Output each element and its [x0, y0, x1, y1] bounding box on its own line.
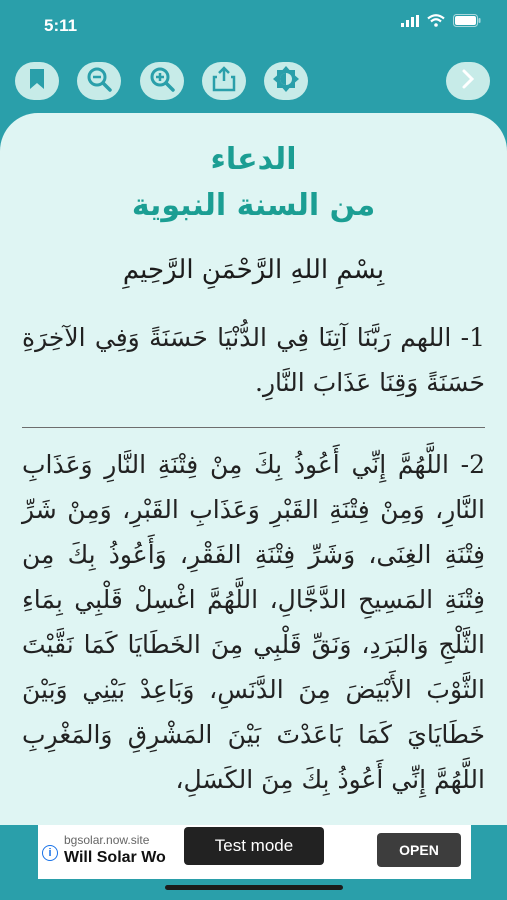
status-bar [0, 0, 507, 50]
bismillah-text: بِسْمِ اللهِ الرَّحْمَنِ الرَّحِيمِ [122, 255, 385, 285]
zoom-in-icon [149, 66, 175, 96]
home-indicator[interactable] [165, 885, 343, 890]
toolbar [0, 62, 507, 102]
signal-icon [401, 14, 419, 32]
test-mode-badge: Test mode [184, 827, 324, 865]
dua-paragraph-1: 1- اللهم رَبَّنَا آتِنَا فِي الدُّنْيَا حَسَنَةً وَفِي الآخِرَةِ حَسَنَةً وَقِنَا عَذَابَ النَّارِ. [22, 323, 485, 397]
theme-button[interactable] [264, 62, 308, 100]
share-icon [212, 66, 236, 96]
zoom-out-button[interactable] [77, 62, 121, 100]
wifi-icon [427, 14, 445, 32]
status-time: 5:11 [44, 16, 78, 35]
theme-icon [272, 65, 300, 97]
bookmark-button[interactable] [15, 62, 59, 100]
status-icons [401, 14, 481, 32]
ad-title: Will Solar Wo [64, 849, 166, 866]
ad-banner[interactable] [38, 825, 471, 879]
dua-paragraph-2: 2- اللَّهُمَّ إِنِّي أَعُوذُ بِكَ مِنْ فِتْنَةِ النَّارِ وَعَذَابِ النَّارِ، وَمِنْ فِتْنَةِ القَبْرِ وَعَذَابِ القَبْرِ، وَمِنْ شَرِّ فِتْنَةِ الغِنَى، وَشَرِّ فِتْنَةِ الفَقْرِ، وَأَعُوذُ بِكَ مِن فِتْنَةِ المَسِيحِ الدَّجَّالِ، اللَّهُمَّ اغْسِلْ قَلْبِي بِمَاءِ الثَّلْجِ وَالبَرَدِ، وَنَقِّ قَلْبِي مِنَ الخَطَايَا كَمَا نَقَّيْتَ الثَّوْبَ الأَبْيَضَ مِنَ الدَّنَسِ، وَبَاعِدْ بَيْنِي وَبَيْنَ خَطَايَايَ كَمَا بَاعَدْتَ بَيْنَ المَشْرِقِ وَالمَغْرِبِ اللَّهُمَّ إِنِّي أَعُوذُ بِكَ مِنَ الكَسَلِ، [22, 450, 485, 794]
divider [22, 427, 485, 428]
ad-site: bgsolar.now.site [64, 833, 150, 847]
bookmark-icon [27, 68, 47, 94]
next-button[interactable] [446, 62, 490, 100]
ad-open-button[interactable]: OPEN [377, 833, 461, 867]
battery-icon [453, 14, 481, 32]
zoom-in-button[interactable] [140, 62, 184, 100]
chevron-right-icon [460, 68, 476, 94]
info-icon[interactable]: i [42, 845, 58, 861]
page-subtitle: من السنة النبوية [131, 188, 376, 223]
share-button[interactable] [202, 62, 246, 100]
page-title: الدعاء [210, 142, 297, 177]
zoom-out-icon [86, 66, 112, 96]
content-card [0, 113, 507, 825]
